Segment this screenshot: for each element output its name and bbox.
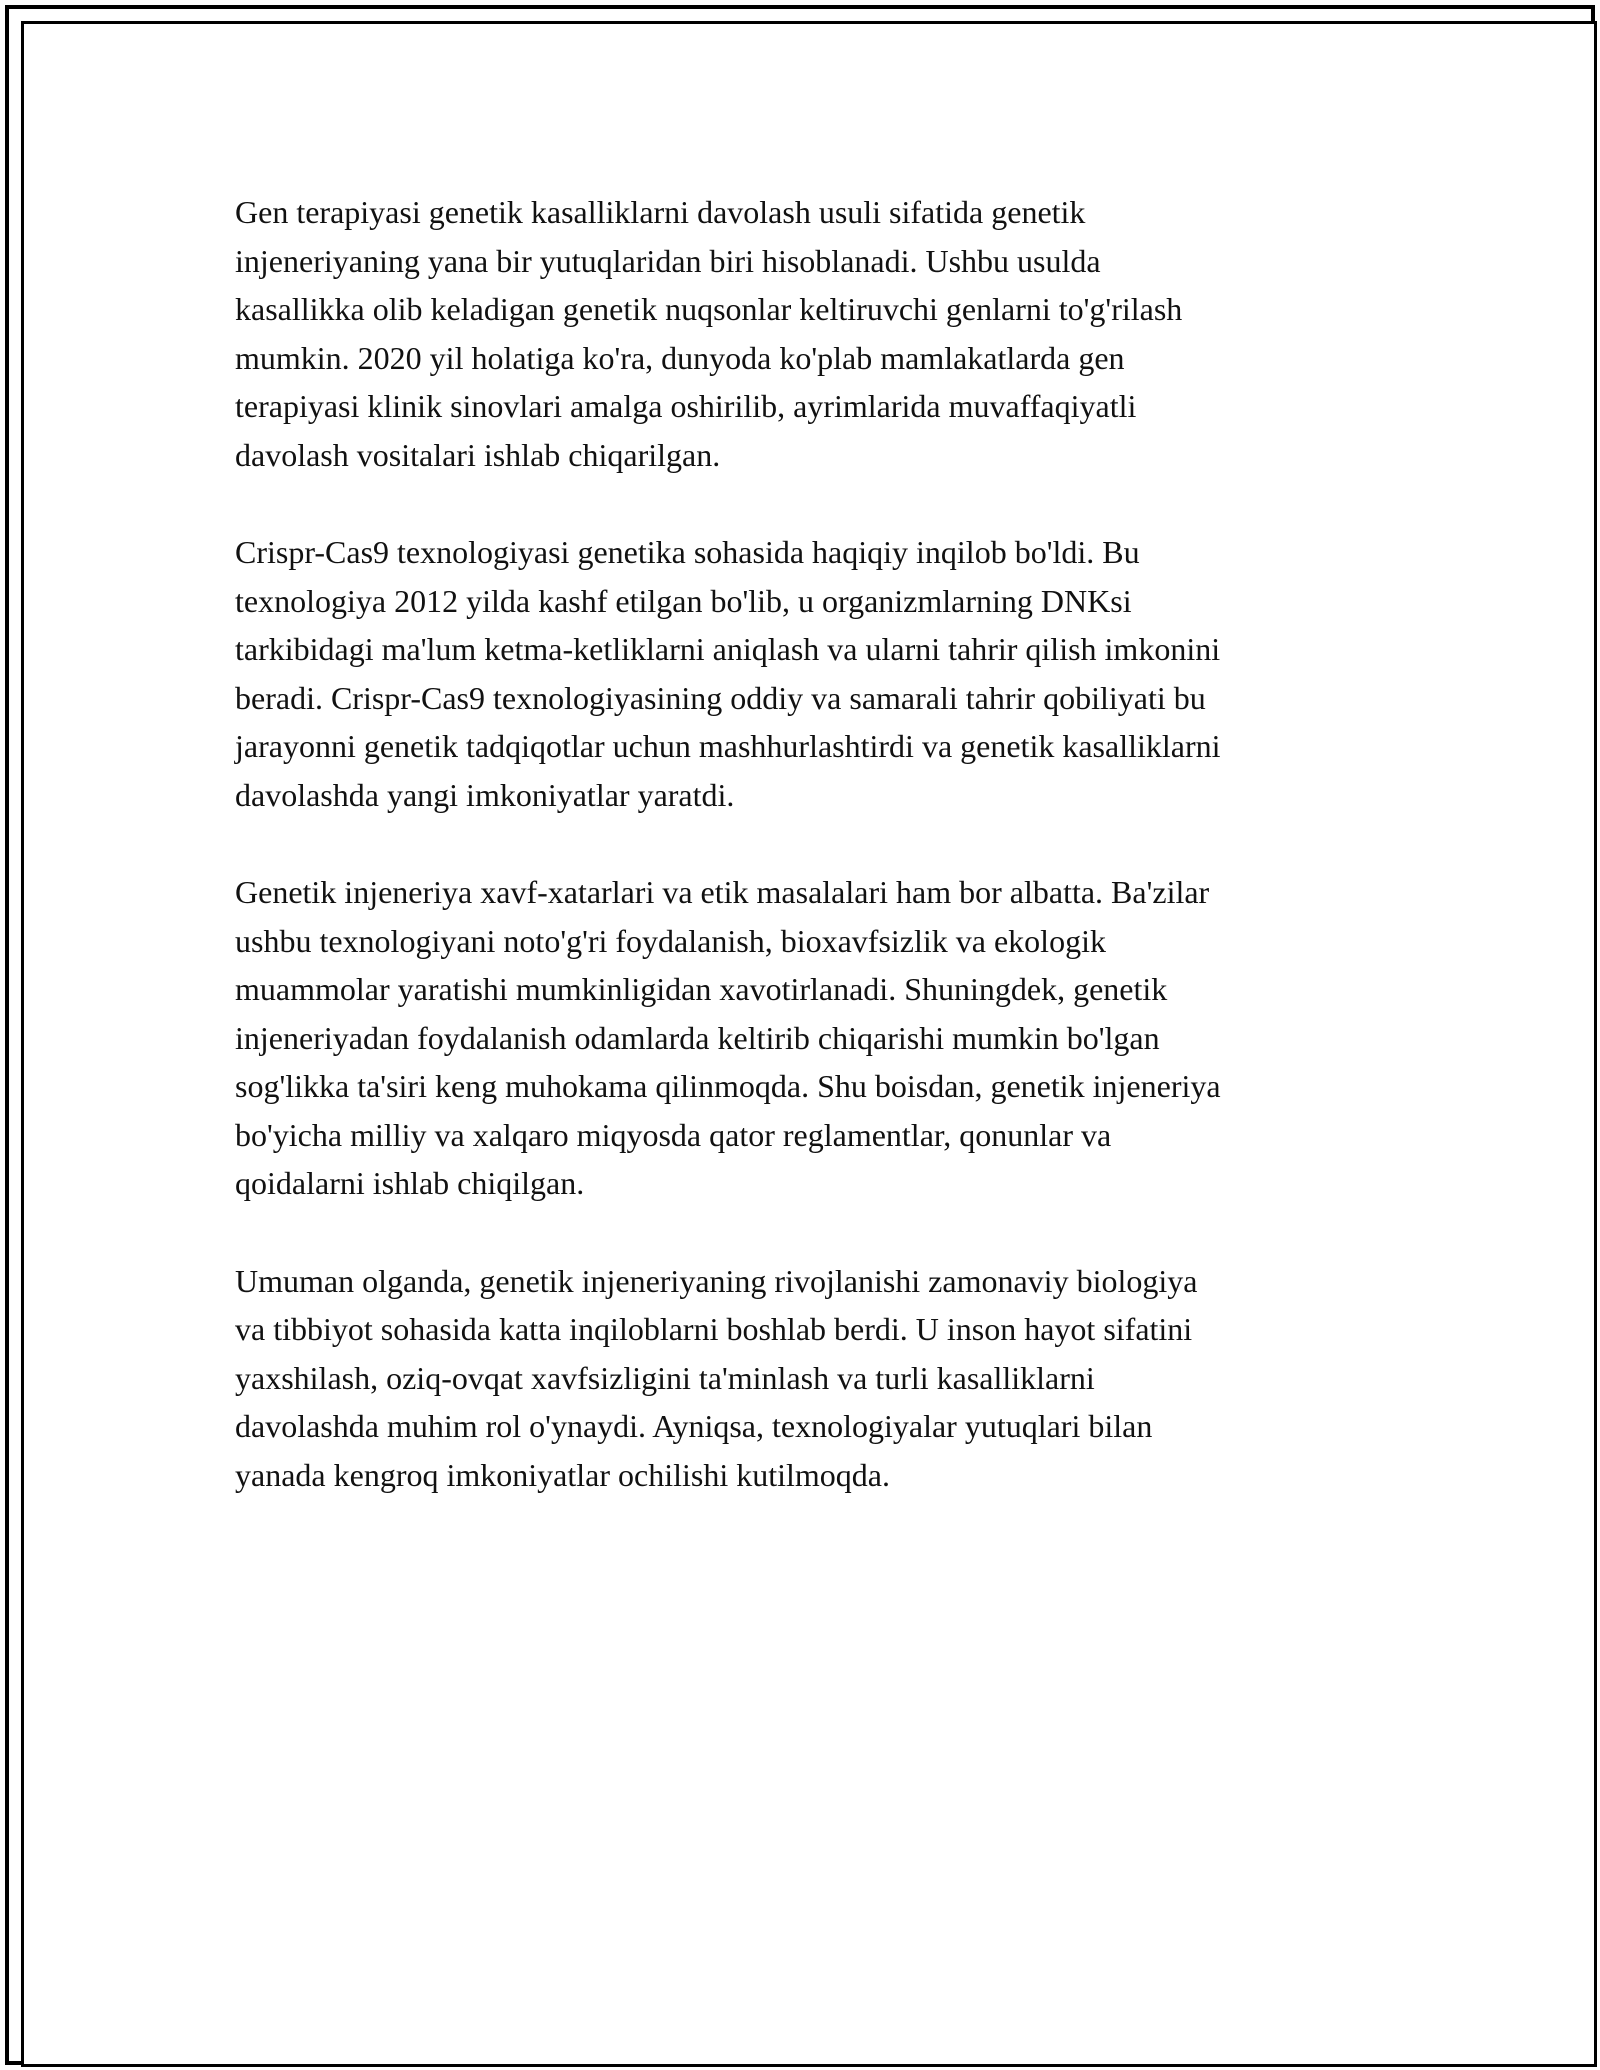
text-line: qoidalarni ishlab chiqilgan. [235, 1165, 585, 1201]
text-line: yaxshilash, oziq-ovqat xavfsizligini ta'minlash va turli kasalliklarni [235, 1359, 1095, 1396]
text-line: davolashda muhim rol o'ynaydi. Ayniqsa, texnologiyalar yutuqlari bilan [235, 1408, 1153, 1444]
text-line: Crispr-Cas9 texnologiyasi genetika sohasida haqiqiy inqilob bo'ldi. Bu [235, 534, 1140, 570]
text-line: Genetik injeneriya xavf-xatarlari va etik masalalari ham bor albatta. Ba'zilar [235, 874, 1210, 910]
paragraph-conclusion [235, 1257, 1375, 1500]
text-line: va tibbiyot sohasida katta inqiloblarni boshlab berdi. U inson hayot sifatini [235, 1311, 1193, 1347]
text-line: injeneriyadan foydalanish odamlarda keltirib chiqarishi mumkin bo'lgan [235, 1019, 1160, 1056]
text-line: jarayonni genetik tadqiqotlar uchun mashhurlashtirdi va genetik kasalliklarni [235, 728, 1221, 764]
text-line: Umuman olganda, genetik injeneriyaning rivojlanishi zamonaviy biologiya [235, 1262, 1198, 1299]
text-line: bo'yicha milliy va xalqaro miqyosda qator reglamentlar, qonunlar va [235, 1116, 1112, 1153]
paragraph-gene-therapy [235, 188, 1375, 479]
text-line: yanada kengroq imkoniyatlar ochilishi kutilmoqda. [235, 1456, 890, 1493]
paragraph-risks-ethics [235, 868, 1375, 1208]
paragraph-crispr [235, 528, 1375, 819]
text-line: muammolar yaratishi mumkinligidan xavotirlanadi. Shuningdek, genetik [235, 971, 1168, 1007]
text-line: kasallikka olib keladigan genetik nuqsonlar keltiruvchi genlarni to'g'rilash [235, 291, 1183, 327]
text-line: injeneriyaning yana bir yutuqlaridan biri hisoblanadi. Ushbu usulda [235, 242, 1101, 279]
text-line: texnologiya 2012 yilda kashf etilgan bo'lib, u organizmlarning DNKsi [235, 582, 1132, 619]
text-line: davolash vositalari ishlab chiqarilgan. [235, 436, 721, 473]
text-line: tarkibidagi ma'lum ketma-ketliklarni aniqlash va ularni tahrir qilish imkonini [235, 631, 1221, 667]
text-line: davolashda yangi imkoniyatlar yaratdi. [235, 776, 735, 813]
text-line: ushbu texnologiyani noto'g'ri foydalanish, bioxavfsizlik va ekologik [235, 922, 1106, 959]
text-line: sog'likka ta'siri keng muhokama qilinmoqda. Shu boisdan, genetik injeneriya [235, 1068, 1221, 1104]
text-line: terapiyasi klinik sinovlari amalga oshirilib, ayrimlarida muvaffaqiyatli [235, 388, 1137, 424]
document-body [235, 188, 1375, 1548]
text-line: beradi. Crispr-Cas9 texnologiyasining oddiy va samarali tahrir qobiliyati bu [235, 679, 1206, 716]
text-line: Gen terapiyasi genetik kasalliklarni davolash usuli sifatida genetik [235, 194, 1086, 230]
text-line: mumkin. 2020 yil holatiga ko'ra, dunyoda ko'plab mamlakatlarda gen [235, 339, 1125, 376]
